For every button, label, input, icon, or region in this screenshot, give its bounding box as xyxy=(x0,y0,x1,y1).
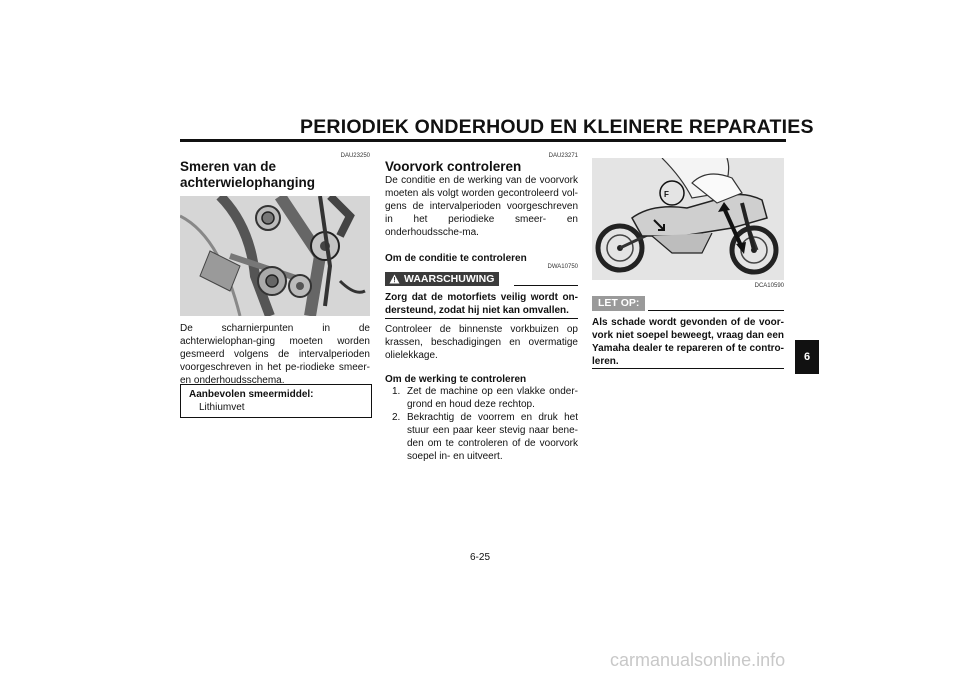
section-code: DAU23271 xyxy=(548,153,578,159)
lubrication-paragraph: De scharnierpunten in de achterwielophan-ging moeten worden gesmeerd volgens de intervalperioden voorgeschreven in het pe-riodieke smeer- en onderhoudsschema. xyxy=(180,323,370,386)
box-title: Aanbevolen smeermiddel: xyxy=(189,389,314,400)
note-label: LET OP: xyxy=(598,297,640,309)
operation-subheading: Om de werking te controleren xyxy=(385,374,527,385)
step-item xyxy=(385,411,578,463)
warning-label: WAARSCHUWING xyxy=(404,273,495,285)
section-code: DAU23250 xyxy=(340,153,370,159)
note-bottom-rule xyxy=(592,368,784,369)
note-label-bar xyxy=(592,296,645,311)
heading-line-2: achterwielophanging xyxy=(180,175,316,190)
step-text: Bekrachtig de voorrem en druk het stuur een paar keer stevig naar bene-den om te controleren of de voorvork soepel in- en uitveert. xyxy=(407,412,578,462)
heading-line-1: Smeren van de xyxy=(180,159,277,174)
warning-bottom-rule xyxy=(385,318,578,319)
svg-text:F: F xyxy=(664,190,669,199)
warning-label-bar xyxy=(385,272,499,286)
step-text: Zet de machine op een vlakke onder-grond en houd deze rechtop. xyxy=(407,386,578,410)
header-rule xyxy=(180,139,786,142)
note-top-rule xyxy=(648,310,784,311)
front-fork-intro: De conditie en de werking van de voorvork moeten als volgt worden gecontroleerd vol-gens de intervalperioden voorgeschreven in het periodieke smeer- en onderhoudssche-ma. xyxy=(385,175,578,238)
step-number: 1. xyxy=(392,386,401,397)
step-number: 2. xyxy=(392,412,401,423)
warning-triangle-icon xyxy=(389,274,400,284)
inspection-paragraph: Controleer de binnenste vorkbuizen op krassen, beschadigingen en overmatige olielekkage. xyxy=(385,324,578,361)
condition-subheading: Om de conditie te controleren xyxy=(385,253,527,264)
rear-suspension-illustration xyxy=(180,196,370,316)
warning-text: Zorg dat de motorfiets veilig wordt on-dersteund, zodat hij niet kan omvallen. xyxy=(385,292,578,316)
chapter-tab: 6 xyxy=(795,340,819,374)
section-heading-rear-suspension xyxy=(180,159,380,191)
warning-top-rule xyxy=(514,285,578,286)
page-number: 6-25 xyxy=(469,552,490,563)
note-text: Als schade wordt gevonden of de voor-vork niet soepel beweegt, vraag dan een Yamaha dealer te repareren of te contro-leren. xyxy=(592,317,784,367)
step-item xyxy=(385,385,578,411)
watermark: carmanualsonline.info xyxy=(610,650,786,670)
warning-code: DWA10750 xyxy=(547,264,578,270)
rear-suspension-photo xyxy=(180,196,370,316)
motorcycle-fork-drawing xyxy=(592,158,784,280)
box-value: Lithiumvet xyxy=(199,402,245,413)
recommended-lubricant-box xyxy=(180,384,372,418)
section-heading-front-fork: Voorvork controleren xyxy=(385,159,522,174)
operation-steps xyxy=(385,385,578,463)
page-header-title: PERIODIEK ONDERHOUD EN KLEINERE REPARATIES xyxy=(300,116,814,138)
front-fork-illustration xyxy=(592,158,784,280)
image-code: DCA10590 xyxy=(754,283,784,289)
